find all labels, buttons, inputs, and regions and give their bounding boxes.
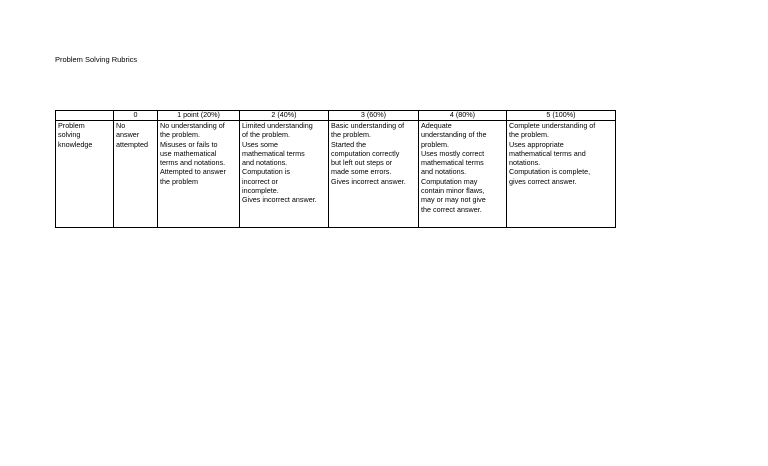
level-4-line: understanding of the bbox=[421, 130, 487, 140]
level-3-line: the problem. bbox=[331, 130, 371, 140]
header-score-4: 4 (80%) bbox=[419, 111, 507, 121]
level-0-line: answer bbox=[116, 130, 140, 140]
level-1-line: terms and notations. bbox=[160, 158, 226, 168]
level-5-line: mathematical terms and bbox=[509, 148, 586, 158]
criterion-line: knowledge bbox=[58, 139, 93, 149]
level-2-line: of the problem. bbox=[242, 130, 290, 140]
header-score-5: 5 (100%) bbox=[507, 111, 616, 121]
level-0-cell bbox=[114, 121, 158, 228]
header-blank bbox=[56, 111, 114, 121]
header-score-2: 2 (40%) bbox=[240, 111, 329, 121]
level-2-line: incorrect or bbox=[242, 176, 278, 186]
level-5-line: Complete understanding of bbox=[509, 121, 596, 130]
level-4-line: contain minor flaws, bbox=[421, 186, 485, 196]
level-4-line: problem. bbox=[421, 139, 449, 149]
header-score-1: 1 point (20%) bbox=[158, 111, 240, 121]
level-1-line: the problem. bbox=[160, 130, 200, 140]
header-score-0: 0 bbox=[114, 111, 158, 121]
level-2-line: Computation is bbox=[242, 167, 290, 177]
level-2-line: Uses some bbox=[242, 139, 278, 149]
level-4-line: Uses mostly correct bbox=[421, 148, 485, 158]
level-3-line: computation correctly bbox=[331, 148, 400, 158]
level-1-cell bbox=[158, 121, 240, 228]
level-2-line: Limited understanding bbox=[242, 121, 313, 130]
level-3-line: Basic understanding of bbox=[331, 121, 405, 130]
level-2-line: mathematical terms bbox=[242, 148, 305, 158]
level-5-line: Computation is complete, bbox=[509, 167, 591, 177]
level-3-line: Started the bbox=[331, 139, 367, 149]
level-5-line: gives correct answer. bbox=[509, 176, 577, 186]
level-5-line: notations. bbox=[509, 158, 541, 168]
table-row bbox=[56, 121, 616, 228]
level-0-line: attempted bbox=[116, 139, 148, 149]
level-4-line: Computation may bbox=[421, 176, 478, 186]
level-5-line: the problem. bbox=[509, 130, 549, 140]
level-4-line: and notations. bbox=[421, 167, 467, 177]
level-2-cell bbox=[240, 121, 329, 228]
level-2-line: incomplete. bbox=[242, 186, 279, 196]
level-3-line: made some errors. bbox=[331, 167, 392, 177]
level-5-cell bbox=[507, 121, 616, 228]
level-3-line: but left out steps or bbox=[331, 158, 393, 168]
level-1-line: the problem bbox=[160, 176, 198, 186]
level-3-line: Gives incorrect answer. bbox=[331, 176, 406, 186]
level-3-cell bbox=[329, 121, 419, 228]
criterion-line: solving bbox=[58, 130, 81, 140]
criterion-cell bbox=[56, 121, 114, 228]
criterion-line: Problem bbox=[58, 121, 85, 130]
level-1-line: Misuses or fails to bbox=[160, 139, 218, 149]
level-1-line: Attempted to answer bbox=[160, 167, 226, 177]
header-score-3: 3 (60%) bbox=[329, 111, 419, 121]
page-title: Problem Solving Rubrics bbox=[55, 55, 138, 64]
level-0-line: No bbox=[116, 121, 126, 130]
rubric-table bbox=[55, 110, 616, 228]
level-5-line: Uses appropriate bbox=[509, 139, 564, 149]
level-4-line: may or may not give bbox=[421, 195, 486, 205]
level-2-line: Gives incorrect answer. bbox=[242, 195, 317, 205]
level-4-cell bbox=[419, 121, 507, 228]
level-2-line: and notations. bbox=[242, 158, 288, 168]
header-row bbox=[56, 111, 616, 121]
level-4-line: Adequate bbox=[421, 121, 452, 130]
level-1-line: No understanding of bbox=[160, 121, 225, 130]
level-1-line: use mathematical bbox=[160, 148, 217, 158]
level-4-line: the correct answer. bbox=[421, 204, 482, 214]
level-4-line: mathematical terms bbox=[421, 158, 484, 168]
